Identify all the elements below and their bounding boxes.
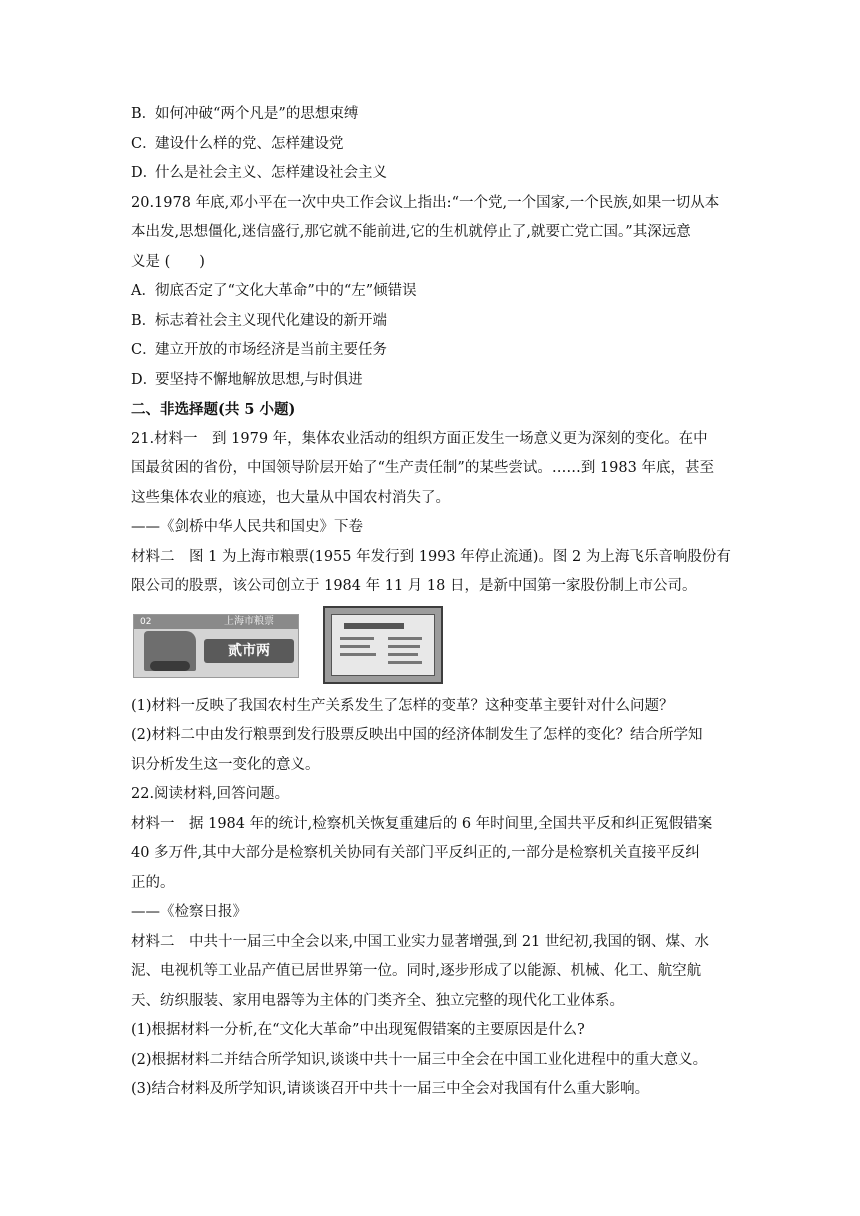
q21-material1-line: 这些集体农业的痕迹，也大量从中国农村消失了。: [131, 489, 450, 506]
stock-title-mark: [344, 623, 404, 629]
option-b: B．如何冲破“两个凡是”的思想束缚: [131, 106, 359, 122]
q20-option-b: B．标志着社会主义现代化建设的新开端: [131, 312, 387, 329]
q21-material2-line: 材料二 图 1 为上海市粮票(1955 年发行到 1993 年停止流通)。图 2 为上海飞乐音响股份有: [131, 548, 731, 565]
q20-stem-line: 20.1978 年底,邓小平在一次中央工作会议上指出:“一个党,一个国家,一个民族,如果一切从本: [131, 194, 720, 211]
ticket-denomination: 贰市两: [204, 639, 294, 663]
q22-question: (1)根据材料一分析,在“文化大革命”中出现冤假错案的主要原因是什么?: [131, 1022, 585, 1038]
stock-text-mark: [340, 637, 374, 640]
truck-icon: [144, 631, 196, 671]
q21-question: (2)材料二中由发行粮票到发行股票反映出中国的经济体制发生了怎样的变化？结合所学知: [131, 727, 703, 743]
q20-option-c: C．建立开放的市场经济是当前主要任务: [131, 342, 387, 358]
q21-material1-line: 21.材料一 到 1979 年，集体农业活动的组织方面正发生一场意义更为深刻的变化。在中: [131, 430, 708, 447]
q20-option-d: D．要坚持不懈地解放思想,与时俱进: [131, 371, 363, 388]
stock-text-mark: [340, 645, 370, 648]
stock-inner: [331, 614, 435, 676]
q20-stem-line: 本出发,思想僵化,迷信盛行,那它就不能前进,它的生机就停止了,就要亡党亡国。”其深远意: [131, 224, 691, 240]
q22-material1-line: 40 多万件,其中大部分是检察机关协同有关部门平反纠正的,一部分是检察机关直接平反纠: [131, 845, 700, 861]
q22-material2-line: 泥、电视机等工业品产值已居世界第一位。同时,逐步形成了以能源、机械、化工、航空航: [131, 963, 702, 979]
q21-material2-line: 限公司的股票，该公司创立于 1984 年 11 月 18 日，是新中国第一家股份制上市公司。: [131, 578, 697, 594]
q22-question: (3)结合材料及所学知识,请谈谈召开中共十一届三中全会对我国有什么重大影响。: [131, 1081, 650, 1097]
q22-material2-line: 天、纺织服装、家用电器等为主体的门类齐全、独立完整的现代化工业体系。: [131, 992, 624, 1009]
ticket-number: 02: [140, 616, 152, 627]
stock-text-mark: [388, 653, 418, 656]
q22-material1-line: 正的。: [131, 874, 175, 891]
option-d: D．什么是社会主义、怎样建设社会主义: [131, 165, 387, 181]
stock-text-mark: [388, 645, 420, 648]
stock-text-mark: [388, 637, 422, 640]
stock-certificate-image: [323, 606, 443, 684]
option-c: C．建设什么样的党、怎样建设党: [131, 135, 344, 152]
section-title: 二、非选择题(共 5 小题): [131, 401, 296, 418]
stock-text-mark: [388, 661, 422, 664]
q22-intro: 22.阅读材料,回答问题。: [131, 786, 290, 802]
q21-question: (1)材料一反映了我国农村生产关系发生了怎样的变革？这种变革主要针对什么问题？: [131, 697, 674, 714]
q21-question: 识分析发生这一变化的意义。: [131, 756, 320, 773]
document-content: [131, 100, 731, 1105]
q20-option-a: A．彻底否定了“文化大革命”中的“左”倾错误: [131, 283, 417, 299]
q22-material2-line: 材料二 中共十一届三中全会以来,中国工业实力显著增强,到 21 世纪初,我国的钢、煤、水: [131, 933, 709, 950]
q22-material1-line: 材料一 据 1984 年的统计,检察机关恢复重建后的 6 年时间里,全国共平反和纠正冤假错案: [131, 815, 713, 832]
ticket-band: [134, 615, 298, 629]
figure-row: [131, 606, 731, 690]
ticket-header: 上海市粮票: [224, 615, 274, 627]
q20-stem-line: 义是 ( ): [131, 253, 205, 270]
q21-source: ——《剑桥中华人民共和国史》下卷: [131, 519, 363, 535]
q21-material1-line: 国最贫困的省份，中国领导阶层开始了“生产责任制”的某些尝试。……到 1983 年底，甚至: [131, 460, 714, 476]
stock-text-mark: [340, 653, 376, 656]
q22-question: (2)根据材料二并结合所学知识,谈谈中共十一届三中全会在中国工业化进程中的重大意义。: [131, 1051, 708, 1068]
grain-ticket-image: [133, 614, 299, 678]
q22-source: ——《检察日报》: [131, 904, 247, 920]
